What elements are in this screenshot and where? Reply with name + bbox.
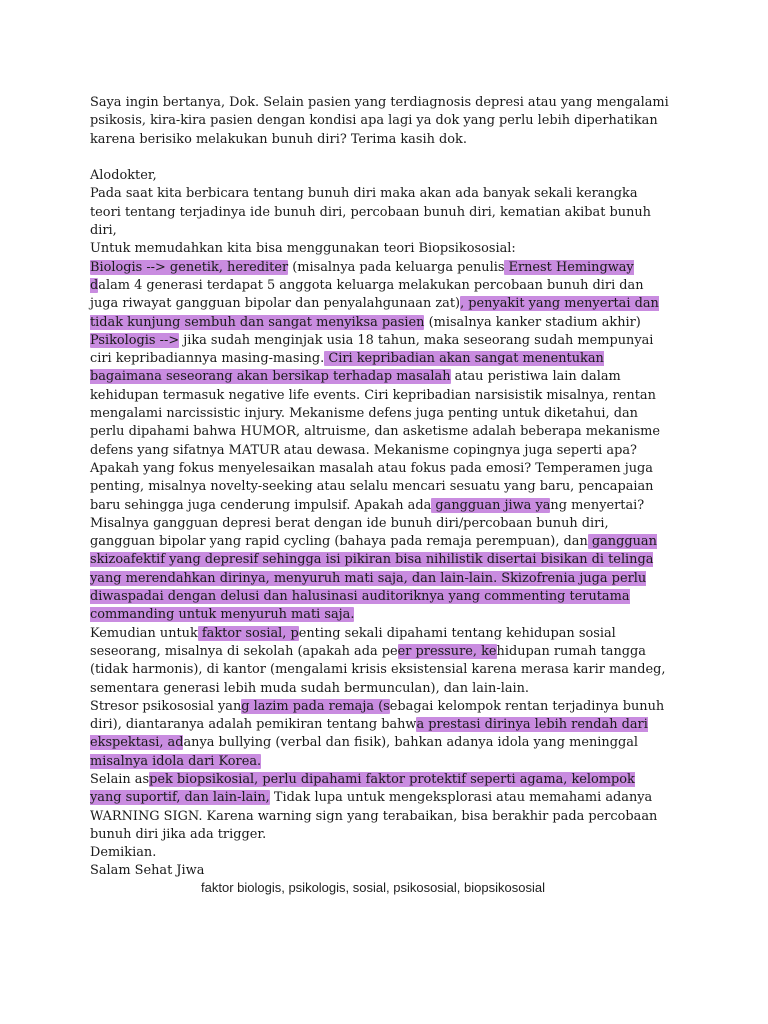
highlight-psikologis-label: Psikologis --> [90, 332, 180, 348]
highlight-peer-pressure: er pressure, ke [397, 643, 497, 659]
highlight-faktor-sosial: faktor sosial, p [197, 625, 299, 641]
psikososial-text: anya bullying (verbal dan fisik), bahkan adanya idola yang meninggal [183, 735, 639, 751]
psikososial-paragraph [90, 698, 670, 771]
biopsikososial-text: Selain as [90, 771, 150, 787]
answer-greeting: Alodokter, [90, 168, 157, 184]
psikologis-paragraph [90, 332, 670, 625]
biologis-paragraph [90, 259, 670, 332]
biologis-text: (misalnya pada keluarga penulis [288, 259, 505, 275]
sosial-paragraph [90, 625, 670, 698]
caption-keywords [0, 880, 768, 895]
highlight-prestasi: a prestasi dirinya lebih rendah dari ekspektasi, ad [90, 717, 648, 751]
highlight-idola-korea: misalnya idola dari Korea. [90, 753, 262, 769]
signature-line: Salam Sehat Jiwa [90, 863, 205, 879]
biologis-text: (misalnya kanker stadium akhir) [424, 314, 641, 330]
biologis-text: alam 4 generasi terdapat 5 anggota keluarga melakukan percobaan bunuh diri dan juga riwayat gangguan bipolar dan penyalahgunaan zat) [90, 277, 644, 312]
psikososial-text: Stresor psikososial yan [90, 698, 242, 714]
caption-text: faktor biologis, psikologis, sosial, psikososial, biopsikososial [201, 880, 545, 895]
biopsikososial-paragraph [90, 771, 670, 844]
psikologis-text: jika sudah menginjak usia 18 tahun, maka seseorang sudah mempunyai ciri kepribadiannya masing-masing. [90, 332, 654, 367]
paragraph-spacer [90, 149, 670, 167]
psikososial-text: ebagai kelompok rentan terjadinya bunuh diri), diantaranya adalah pemikiran tentang bahw [90, 698, 665, 733]
sosial-text: Kemudian untuk [90, 625, 198, 641]
biopsikososial-text: Tidak lupa untuk mengeksplorasi atau memahami adanya WARNING SIGN. Karena warning sign yang terabaikan, bisa berakhir pada percobaan bunuh diri jika ada trigger. [90, 790, 658, 842]
highlight-hemingway: Ernest Hemingway d [90, 259, 634, 293]
highlight-skizoafektif: gangguan skizoafektif yang depresif sehingga isi pikiran bisa nihilistik disertai bisikan di telinga yang merendahkan dirinya, menyuruh mati saja, dan lain-lain. Skizofrenia juga perlu diwaspadai dengan delusi dan halusinasi auditoriknya yang commenting terutama commanding untuk menyuruh mati saja. [90, 534, 657, 623]
highlight-penyakit: , penyakit yang menyertai dan tidak kunjung sembuh dan sangat menyiksa pasien [90, 296, 659, 330]
highlight-ciri-kepribadian: Ciri kepribadian akan sangat menentukan bagaimana seseorang akan bersikap terhadap masalah [90, 351, 604, 385]
psikologis-text: atau peristiwa lain dalam kehidupan termasuk negative life events. Ciri kepribadian narsisistik misalnya, rentan mengalami narcissistic injury. Mekanisme defens juga penting untuk diketahui, dan perlu dipahami bahwa HUMOR, altruisme, dan asketisme adalah beberapa mekanisme defens yang sifatnya MATUR atau dewasa. Mekanisme copingnya juga seperti apa? Apakah yang fokus menyelesaikan masalah atau fokus pada emosi? Temperamen juga penting, misalnya novelty-seeking atau selalu mencari sesuatu yang baru, pencapaian baru sehingga juga cenderung impulsif. Apakah ada [90, 369, 661, 513]
highlight-remaja: g lazim pada remaja (s [241, 698, 390, 714]
question-paragraph: Saya ingin bertanya, Dok. Selain pasien yang terdiagnosis depresi atau yang mengalami psikosis, kira-kira pasien dengan kondisi apa lagi ya dok yang perlu lebih diperhatikan karena berisiko melakukan bunuh diri? Terima kasih dok. [90, 95, 669, 147]
intro-paragraph: Pada saat kita berbicara tentang bunuh diri maka akan ada banyak sekali kerangka teori tentang terjadinya ide bunuh diri, percobaan bunuh diri, kematian akibat bunuh diri, [90, 186, 651, 239]
psikologis-text: ng menyertai? Misalnya gangguan depresi berat dengan ide bunuh diri/percobaan bunuh diri, gangguan bipolar yang rapid cycling (bahaya pada remaja perempuan), dan [90, 497, 645, 550]
sosial-text: enting sekali dipahami tentang kehidupan sosial seseorang, misalnya di sekolah (apakah ada pe [90, 625, 616, 659]
highlight-gangguan-jiwa: gangguan jiwa ya [431, 497, 551, 513]
highlight-biologis-label: Biologis --> genetik, herediter [90, 259, 289, 275]
intro-theory-line: Untuk memudahkan kita bisa menggunakan teori Biopsikososial: [90, 241, 516, 257]
highlight-faktor-protektif: pek biopsikosial, perlu dipahami faktor protektif seperti agama, kelompok yang suportif, dan lain-lain, [90, 771, 635, 806]
document-body [90, 94, 670, 881]
closing-line: Demikian. [90, 845, 157, 861]
sosial-text: hidupan rumah tangga (tidak harmonis), di kantor (mengalami krisis eksistensial karena merasa karir mandeg, sementara generasi lebih muda sudah bermunculan), dan lain-lain. [90, 643, 666, 696]
